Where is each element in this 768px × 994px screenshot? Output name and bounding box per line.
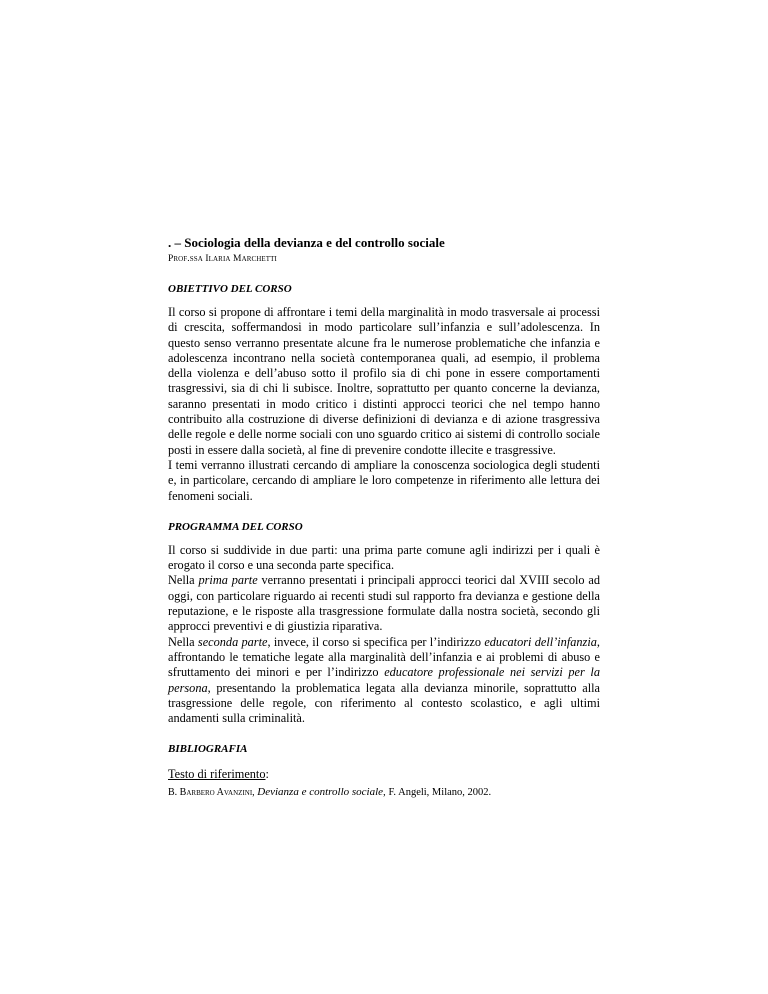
programma-paragraph-3 <box>168 635 600 727</box>
programma-paragraph-2 <box>168 573 600 634</box>
programma-p2-text-a: Nella <box>168 573 199 588</box>
bibliografia-heading: BIBLIOGRAFIA <box>168 743 248 756</box>
reference-label-line <box>168 765 600 783</box>
reference-publisher: F. Angeli, Milano, 2002. <box>385 787 492 799</box>
obiettivo-paragraph-1: Il corso si propone di affrontare i temi della marginalità in modo trasversale ai processi di crescita, soffermandosi in modo particolare sull’infanzia e sull’adolescenza. In questo senso verranno presentate alcune fra le numerose problematiche che infanzia e adolescenza incontrano nella società contemporanea quali, ad esempio, il problema della violenza e dell’abuso sotto il profilo sia di chi pone in essere comportamenti trasgressivi, sia di chi li subisce. Inoltre, soprattutto per quanto concerne la devianza, saranno presentati in modo critico i distinti approcci teorici che nel tempo hanno contribuito alla costruzione di diverse definizioni di devianza e di azione trasgressiva delle regole e delle norme sociali con uno sguardo critico ai sistemi di controllo sociale posti in essere dalla società, al fine di prevenire condotte illecite e trasgressive. <box>168 305 600 457</box>
course-title: . – Sociologia della devianza e del controllo sociale <box>168 235 445 250</box>
obiettivo-paragraph-2: I temi verranno illustrati cercando di ampliare la conoscenza sociologica degli studenti e, in particolare, cercando di ampliare le loro competenze in riferimento alle lettura dei fenomeni sociali. <box>168 457 600 503</box>
programma-heading: PROGRAMMA DEL CORSO <box>168 520 303 533</box>
programma-p3-text-b: , invece, il corso si specifica per l’indirizzo <box>267 634 485 649</box>
programma-p3-emphasis-3: educatore professionale nei servizi per la persona <box>168 665 600 695</box>
programma-p3-emphasis-1: seconda parte <box>197 634 268 649</box>
reference-entry <box>168 785 600 800</box>
programma-paragraph-1: Il corso si suddivide in due parti: una prima parte comune agli indirizzi per i quali è erogato il corso e una seconda parte specifica. <box>168 542 600 573</box>
programma-p2-text-b: verranno presentati i principali approcci teorici dal XVIII secolo ad oggi, con particolare riguardo ai recenti studi sul rapporto fra devianza e gestione della reputazione, e le risposte alla trasgressione formulate dalla nostra società, secondo gli approcci preventivi e di giustizia riparativa. <box>168 573 600 634</box>
programma-p3-text-c: , affrontando le tematiche legate alla marginalità dell’infanzia e ai problemi di abuso e sfruttamento dei minori e per l’indirizzo <box>168 634 600 680</box>
reference-label-colon: : <box>265 767 269 782</box>
reference-title: Devianza e controllo sociale, <box>257 786 386 799</box>
programma-p3-text-a: Nella <box>168 634 198 649</box>
programma-p3-text-d: , presentando la problematica legata alla devianza minorile, soprattutto alla trasgressione delle regole, con riferimento al contesto scolastico, e agli ultimi andamenti sulla criminalità. <box>168 680 600 726</box>
reference-label: Testo di riferimento <box>168 767 266 782</box>
obiettivo-heading: OBIETTIVO DEL CORSO <box>168 283 292 295</box>
reference-author: B. Barbero Avanzini, <box>168 787 255 799</box>
course-author: Prof.ssa Ilaria Marchetti <box>168 254 277 264</box>
course-description <box>168 235 600 800</box>
programma-p3-emphasis-2: educatori dell’infanzia <box>484 634 597 649</box>
programma-p2-emphasis: prima parte <box>198 573 258 588</box>
